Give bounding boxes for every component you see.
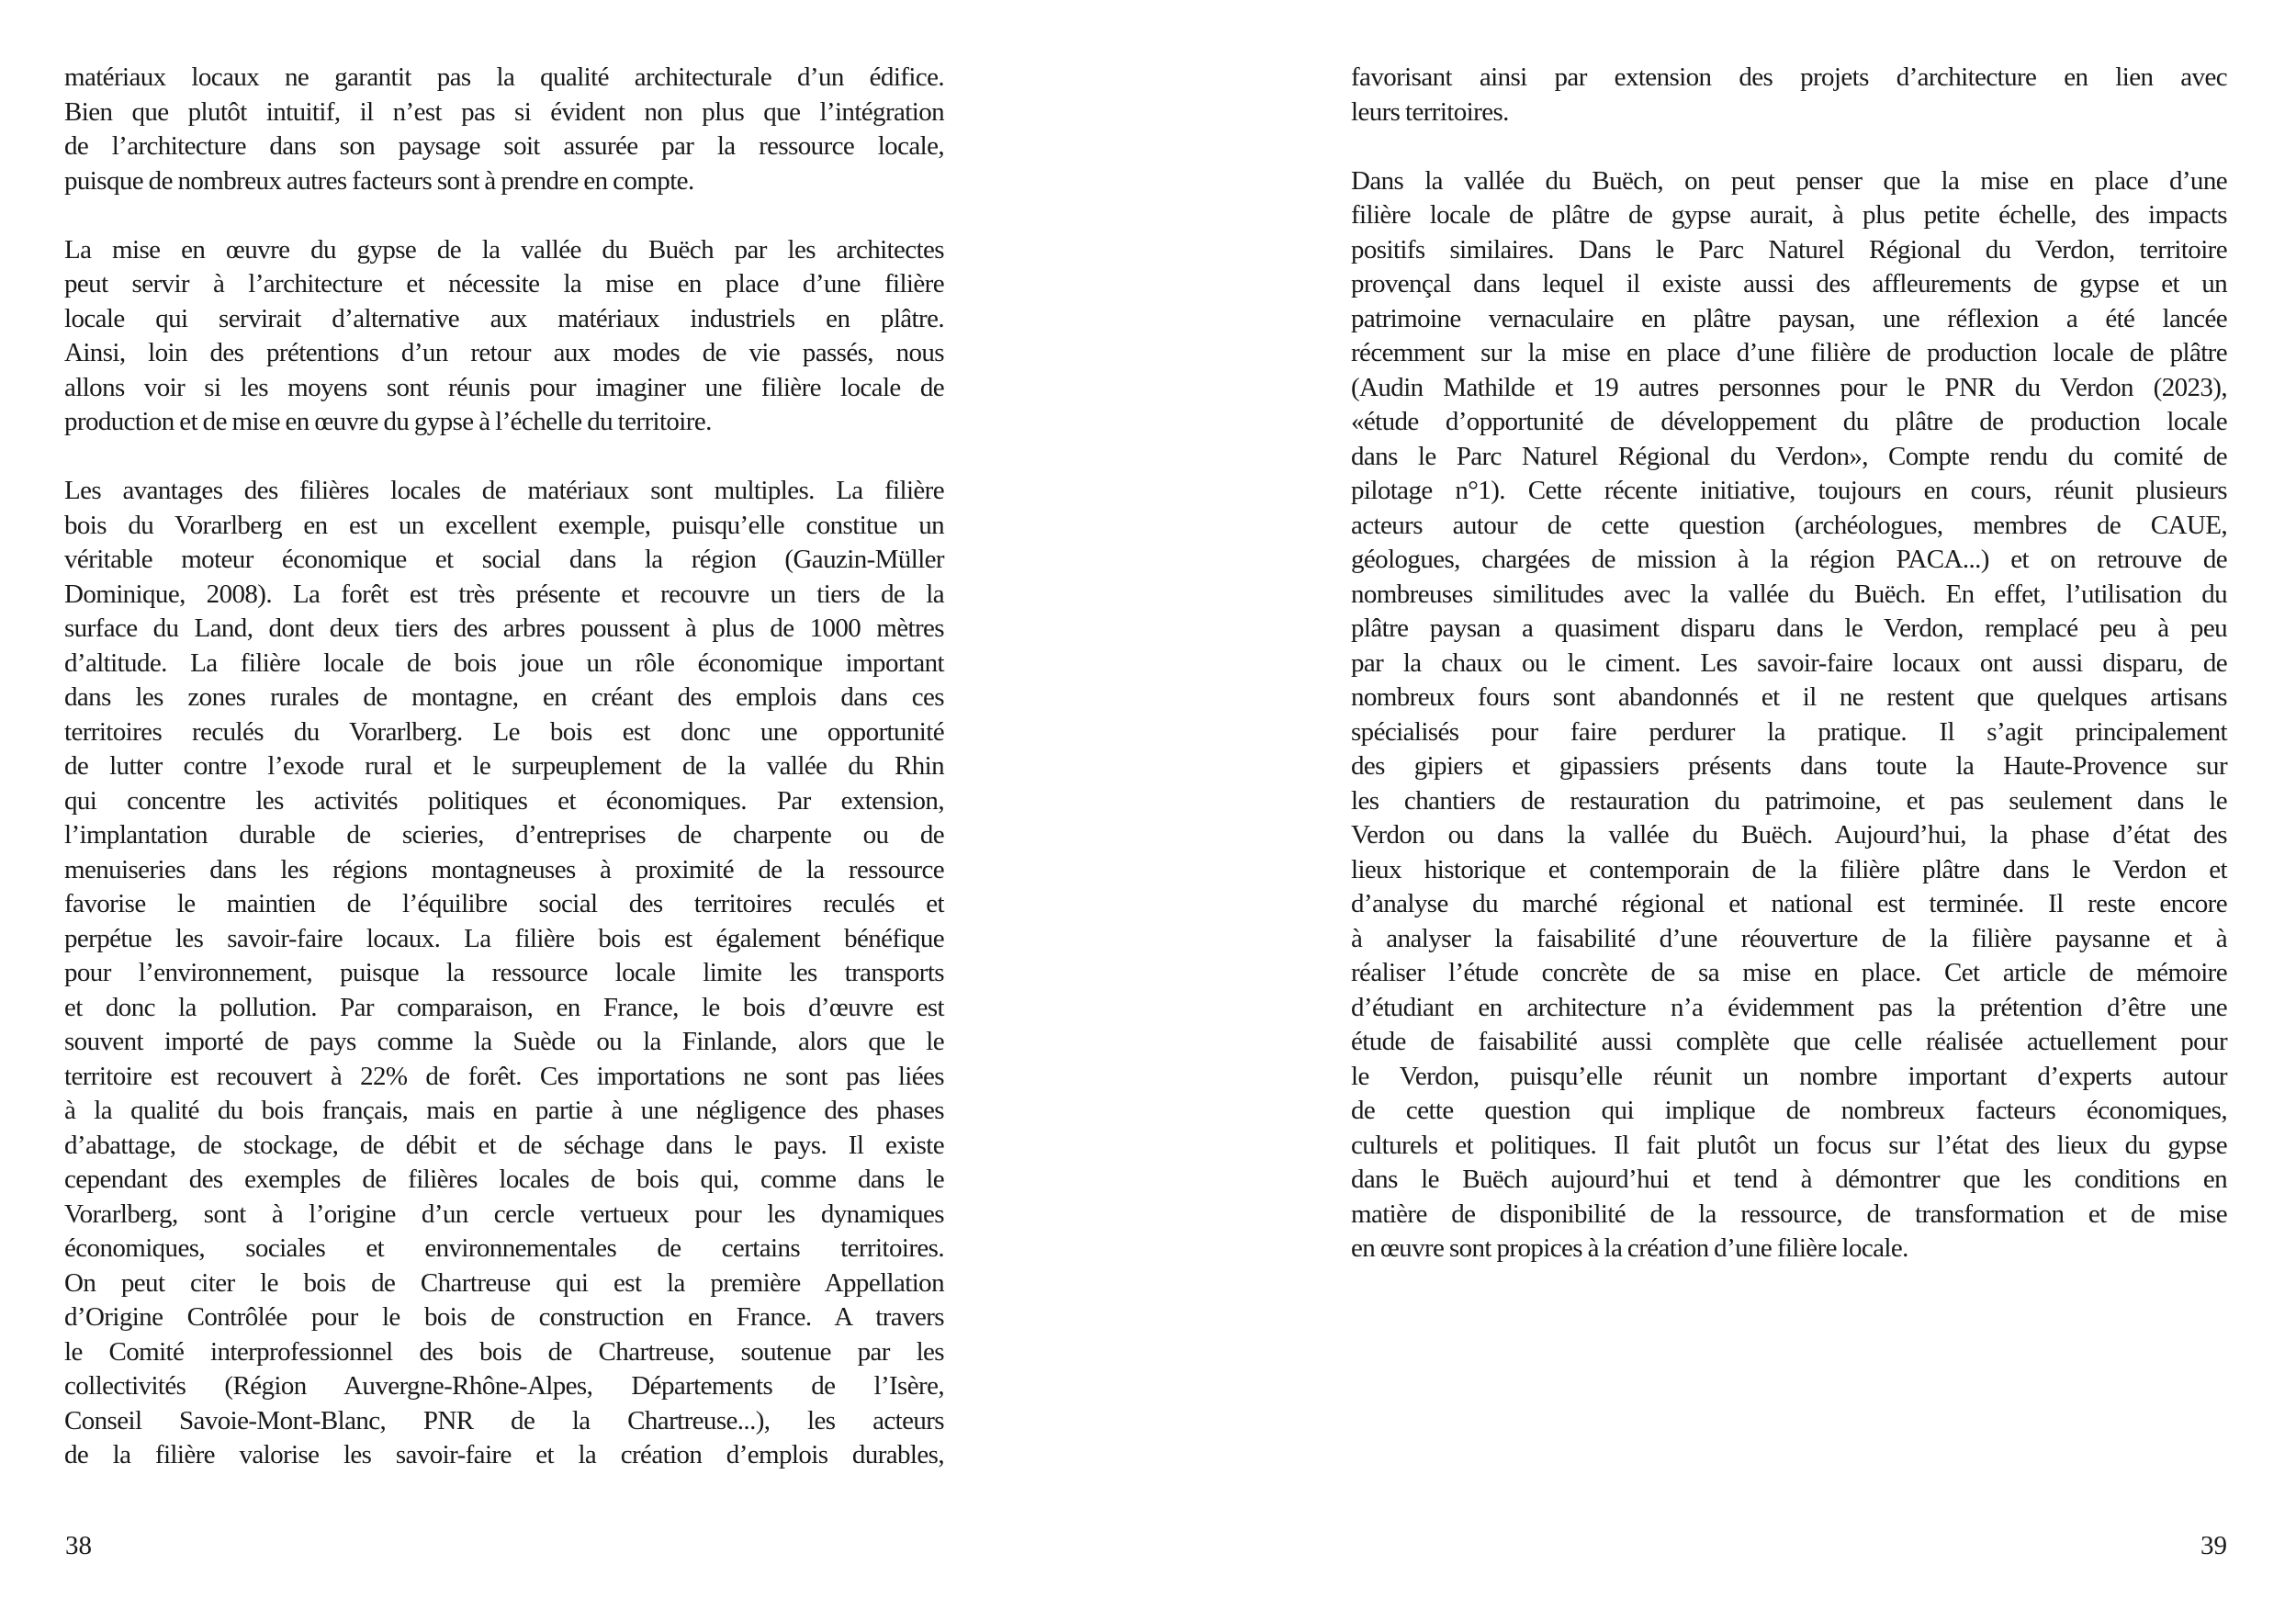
text-line: nombreuses similitudes avec la vallée du Buëch. En effet, l’utilisation du [1351, 579, 2227, 609]
text-line: d’Origine Contrôlée pour le bois de construction en France. A travers [64, 1302, 944, 1332]
paragraph-1 [64, 61, 944, 198]
text-line: Dominique, 2008). La forêt est très présente et recouvre un tiers de la [64, 579, 944, 609]
text-line: plâtre paysan a quasiment disparu dans le Verdon, remplacé peu à peu [1351, 614, 2227, 643]
page-number: 39 [2200, 1531, 2227, 1560]
text-line: Vorarlberg, sont à l’origine d’un cercle vertueux pour les dynamiques [64, 1199, 944, 1229]
text-line: (Audin Mathilde et 19 autres personnes pour le PNR du Verdon (2023), [1351, 372, 2227, 402]
text-line: nombreux fours sont abandonnés et il ne restent que quelques artisans [1351, 682, 2227, 712]
text-line: en œuvre sont propices à la création d’une filière locale. [1351, 1233, 1908, 1263]
text-line: territoire est recouvert à 22% de forêt. Ces importations ne sont pas liées [64, 1061, 944, 1091]
text-line: cependant des exemples de filières locales de bois qui, comme dans le [64, 1165, 944, 1194]
text-line: surface du Land, dont deux tiers des arbres poussent à plus de 1000 mètres [64, 614, 944, 643]
text-line: Conseil Savoie-Mont-Blanc, PNR de la Chartreuse...), les acteurs [64, 1405, 944, 1435]
text-line: bois du Vorarlberg en est un excellent exemple, puisqu’elle constitue un [64, 510, 944, 540]
paragraph-2 [64, 233, 944, 440]
text-line: collectivités (Région Auvergne-Rhône-Alpes, Départements de l’Isère, [64, 1371, 944, 1401]
page-right [1148, 0, 2296, 1621]
text-line: à la qualité du bois français, mais en partie à une négligence des phases [64, 1096, 944, 1125]
paragraph-1 [1351, 61, 2227, 129]
text-line: véritable moteur économique et social dans la région (Gauzin-Müller [64, 545, 944, 574]
text-line: souvent importé de pays comme la Suède ou la Finlande, alors que le [64, 1027, 944, 1056]
text-line: positifs similaires. Dans le Parc Naturel Régional du Verdon, territoire [1351, 234, 2227, 265]
text-line: géologues, chargées de mission à la région PACA...) et on retrouve de [1351, 545, 2227, 574]
text-line: des gipiers et gipassiers présents dans toute la Haute-Provence sur [1351, 751, 2227, 781]
text-line: de la filière valorise les savoir-faire et la création d’emplois durables, [64, 1440, 944, 1469]
text-line: matériaux locaux ne garantit pas la qualité architecturale d’un édifice. [64, 62, 944, 92]
text-line: par la chaux ou le ciment. Les savoir-faire locaux ont aussi disparu, de [1351, 647, 2227, 678]
text-line: «étude d’opportunité de développement du plâtre de production locale [1351, 407, 2227, 436]
text-line: économiques, sociales et environnementales de certains territoires. [64, 1233, 944, 1263]
text-line: filière locale de plâtre de gypse aurait, à plus petite échelle, des impacts [1351, 200, 2227, 230]
text-line: Verdon ou dans la vallée du Buëch. Aujourd’hui, la phase d’état des [1351, 820, 2227, 850]
paragraph-gap [1351, 129, 2227, 164]
text-line: Dans la vallée du Buëch, on peut penser que la mise en place d’une [1351, 165, 2227, 196]
text-line: spécialisés pour faire perdurer la pratique. Il s’agit principalement [1351, 716, 2227, 747]
text-line: provençal dans lequel il existe aussi des affleurements de gypse et un [1351, 269, 2227, 298]
text-line: leurs territoires. [1351, 96, 1509, 127]
text-line: le Verdon, puisqu’elle réunit un nombre important d’experts autour [1351, 1061, 2227, 1091]
text-line: territoires reculés du Vorarlberg. Le bois est donc une opportunité [64, 716, 944, 747]
text-line: menuiseries dans les régions montagneuses à proximité de la ressource [64, 854, 944, 884]
text-line: d’abattage, de stockage, de débit et de séchage dans le pays. Il existe [64, 1130, 944, 1160]
text-line: lieux historique et contemporain de la filière plâtre dans le Verdon et [1351, 854, 2227, 884]
text-line: récemment sur la mise en place d’une filière de production locale de plâtre [1351, 338, 2227, 367]
paragraph-gap [64, 198, 944, 233]
text-line: peut servir à l’architecture et nécessite la mise en place d’une filière [64, 269, 944, 298]
text-line: pilotage n°1). Cette récente initiative, toujours en cours, réunit plusieurs [1351, 476, 2227, 505]
text-line: patrimoine vernaculaire en plâtre paysan, une réflexion a été lancée [1351, 303, 2227, 333]
text-line: allons voir si les moyens sont réunis pour imaginer une filière locale de [64, 372, 944, 402]
text-line: l’implantation durable de scieries, d’entreprises de charpente ou de [64, 820, 944, 850]
text-line: production et de mise en œuvre du gypse à l’échelle du territoire. [64, 407, 712, 436]
text-line: qui concentre les activités politiques et économiques. Par extension, [64, 785, 944, 816]
text-line: perpétue les savoir-faire locaux. La filière bois est également bénéfique [64, 923, 944, 953]
page-number: 38 [65, 1531, 92, 1560]
text-line: d’étudiant en architecture n’a évidemment pas la prétention d’être une [1351, 992, 2227, 1022]
text-line: Les avantages des filières locales de matériaux sont multiples. La filière [64, 476, 944, 505]
text-line: et donc la pollution. Par comparaison, en France, le bois d’œuvre est [64, 992, 944, 1022]
text-line: On peut citer le bois de Chartreuse qui est la première Appellation [64, 1267, 944, 1298]
text-line: dans les zones rurales de montagne, en créant des emplois dans ces [64, 682, 944, 712]
text-line: de cette question qui implique de nombreux facteurs économiques, [1351, 1096, 2227, 1125]
text-column [1351, 61, 2227, 1266]
text-line: dans le Buëch aujourd’hui et tend à démontrer que les conditions en [1351, 1165, 2227, 1194]
text-line: puisque de nombreux autres facteurs sont à prendre en compte. [64, 165, 694, 196]
text-line: matière de disponibilité de la ressource, de transformation et de mise [1351, 1199, 2227, 1229]
text-line: d’analyse du marché régional et national est terminée. Il reste encore [1351, 889, 2227, 918]
text-line: acteurs autour de cette question (archéologues, membres de CAUE, [1351, 510, 2227, 540]
text-line: culturels et politiques. Il fait plutôt un focus sur l’état des lieux du gypse [1351, 1130, 2227, 1160]
text-line: locale qui servirait d’alternative aux matériaux industriels en plâtre. [64, 303, 944, 333]
paragraph-gap [64, 440, 944, 475]
paragraph-3 [64, 474, 944, 1473]
text-line: favorisant ainsi par extension des projets d’architecture en lien avec [1351, 62, 2227, 92]
text-line: Bien que plutôt intuitif, il n’est pas si évident non plus que l’intégration [64, 96, 944, 127]
text-line: dans le Parc Naturel Régional du Verdon», Compte rendu du comité de [1351, 441, 2227, 471]
text-line: Ainsi, loin des prétentions d’un retour aux modes de vie passés, nous [64, 338, 944, 367]
text-line: d’altitude. La filière locale de bois joue un rôle économique important [64, 647, 944, 678]
text-line: le Comité interprofessionnel des bois de Chartreuse, soutenue par les [64, 1336, 944, 1367]
text-column [64, 61, 944, 1473]
text-line: de lutter contre l’exode rural et le surpeuplement de la vallée du Rhin [64, 751, 944, 781]
paragraph-2 [1351, 164, 2227, 1266]
text-line: favorise le maintien de l’équilibre social des territoires reculés et [64, 889, 944, 918]
text-line: La mise en œuvre du gypse de la vallée du Buëch par les architectes [64, 234, 944, 265]
text-line: à analyser la faisabilité d’une réouverture de la filière paysanne et à [1351, 923, 2227, 953]
text-line: étude de faisabilité aussi complète que celle réalisée actuellement pour [1351, 1027, 2227, 1056]
text-line: réaliser l’étude concrète de sa mise en place. Cet article de mémoire [1351, 958, 2227, 987]
text-line: pour l’environnement, puisque la ressource locale limite les transports [64, 958, 944, 987]
text-line: de l’architecture dans son paysage soit assurée par la ressource locale, [64, 131, 944, 161]
text-line: les chantiers de restauration du patrimoine, et pas seulement dans le [1351, 785, 2227, 816]
